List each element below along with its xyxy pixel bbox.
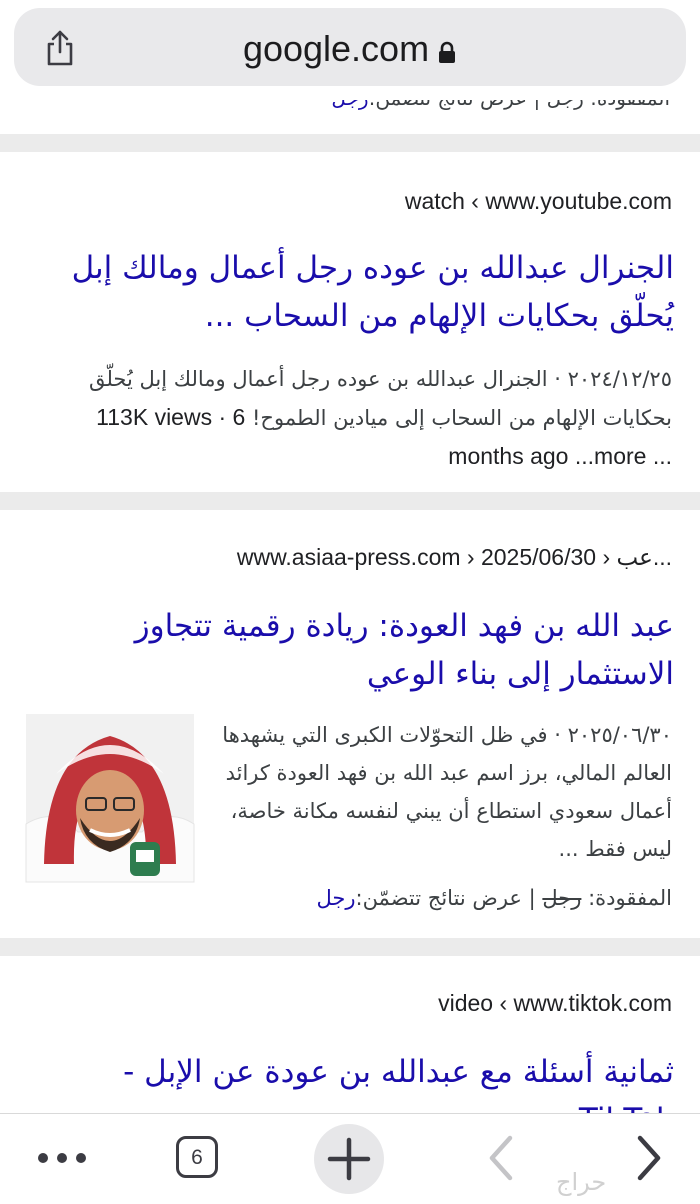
result-missing-terms: المفقودة: رجل | عرض نتائج تتضمّن:رجل — [316, 886, 672, 910]
missing-label: المفقودة: — [588, 886, 672, 910]
tabs-count: 6 — [191, 1146, 203, 1169]
browser-bottom-toolbar — [0, 1113, 700, 1204]
snippet-line-1: ٢٠٢٤/١٢/٢٥ · الجنرال عبدالله بن عوده رجل أعمال ومالك إبل يُحلّق — [88, 367, 672, 391]
snippet-line-3[interactable]: ... months ago ...more — [448, 443, 672, 469]
result-separator — [0, 134, 700, 152]
back-icon[interactable] — [484, 1134, 518, 1182]
result-site-breadcrumb[interactable]: video ‹ www.tiktok.com — [438, 990, 672, 1016]
new-tab-icon — [314, 1124, 384, 1194]
show-results-label: عرض نتائج تتضمّن: — [355, 886, 522, 910]
portrait-image — [26, 714, 194, 882]
new-tab-button[interactable] — [314, 1124, 384, 1194]
result-separator — [0, 938, 700, 956]
result-title-link[interactable]: عبد الله بن فهد العودة: ريادة رقمية تتجاوز الاستثمار إلى بناء الوعي — [134, 608, 674, 692]
watermark: حراج — [556, 1168, 607, 1196]
result-snippet — [24, 360, 672, 475]
url-domain: google.com — [242, 28, 430, 69]
show-results-link[interactable]: رجل — [316, 886, 356, 910]
result-site-breadcrumb[interactable]: www.asiaa-press.com › 2025/06/30 › عب... — [236, 544, 672, 570]
tabs-button[interactable] — [176, 1136, 218, 1178]
search-result-youtube — [0, 152, 700, 492]
result-title-link[interactable]: الجنرال عبدالله بن عوده رجل أعمال ومالك إبل يُحلّق بحكايات الإلهام من السحاب ... — [71, 250, 674, 334]
result-site-breadcrumb[interactable]: watch ‹ www.youtube.com — [404, 188, 672, 214]
more-icon[interactable] — [36, 1150, 88, 1166]
snippet-line-2 — [24, 398, 672, 437]
url-text[interactable] — [14, 28, 686, 70]
search-result-asiaa-press — [0, 510, 700, 938]
missing-term: رجل — [542, 886, 582, 910]
address-bar[interactable] — [14, 8, 686, 86]
result-title-text: ثمانية أسئلة مع عبدالله بن عودة عن الإبل - — [123, 1054, 674, 1090]
lock-icon — [437, 41, 457, 63]
browser-top-bar — [0, 0, 700, 100]
snippet-views: 113K views · 6 — [96, 404, 246, 430]
forward-icon[interactable] — [632, 1134, 666, 1182]
result-snippet: ٢٠٢٥/٠٦/٣٠ · في ظل التحوّلات الكبرى التي يشهدها العالم المالي، برز اسم عبد الله بن فهد العودة كرائد أعمال سعودي استطاع أن يبني لنفسه مكانة خاصة، ليس فقط ... — [222, 723, 672, 861]
snippet-line-2-ar: بحكايات الإلهام من السحاب إلى ميادين الطموح! — [252, 406, 672, 430]
search-result-tiktok — [0, 956, 700, 1116]
result-separator — [0, 492, 700, 510]
result-thumbnail-image[interactable] — [26, 714, 194, 882]
